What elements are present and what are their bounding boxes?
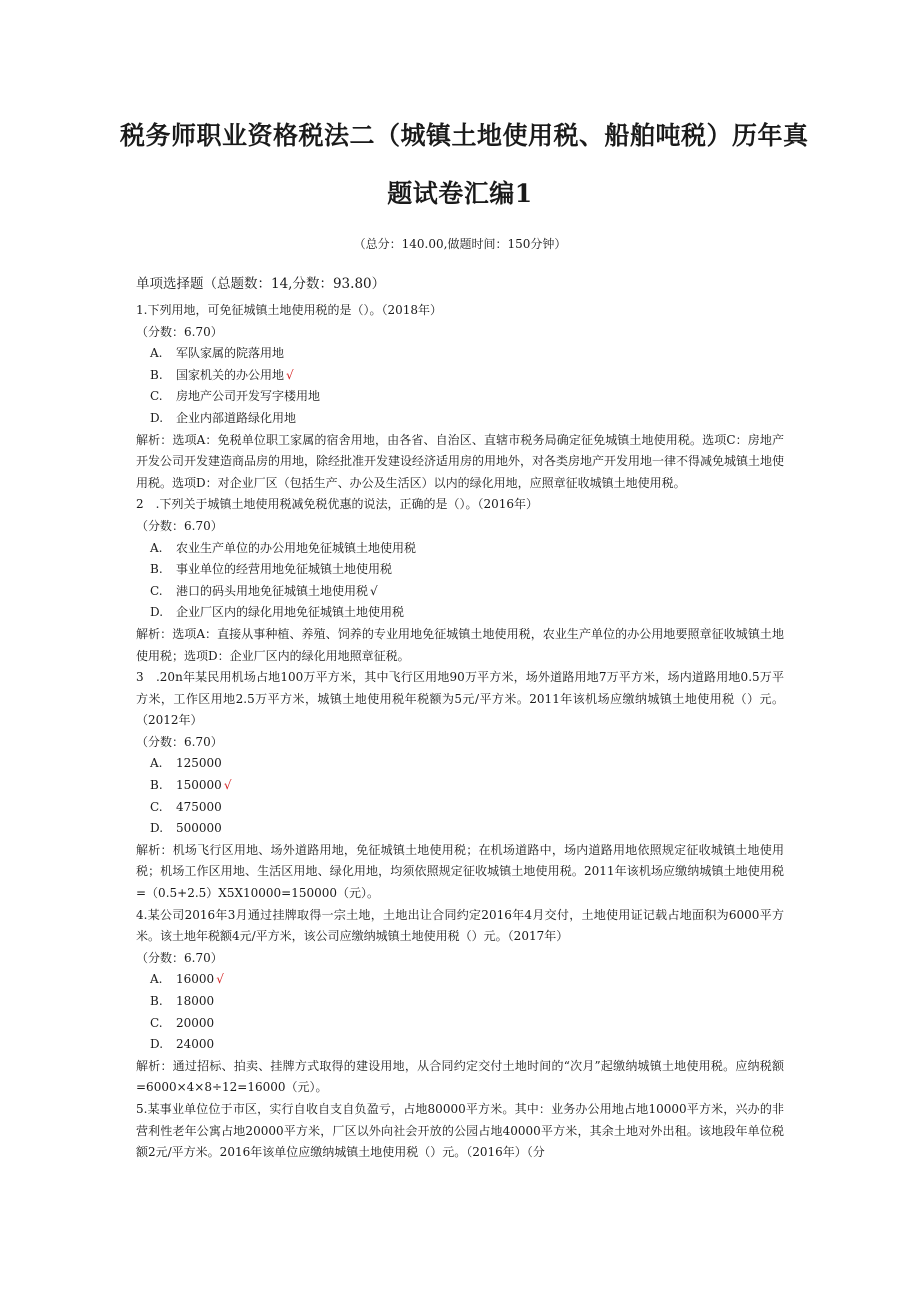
option-label: A. [150,756,163,771]
option-text: 125000 [176,756,222,771]
option-text: 国家机关的办公用地 [176,367,285,382]
correct-check-icon: √ [286,367,294,382]
section-heading: 单项选择题（总题数：14,分数：93.80） [136,276,386,292]
document-title-line1: 税务师职业资格税法二（城镇土地使用税、船舶吨税）历年真 [120,121,809,150]
question-text: 5.某事业单位位于市区，实行自收自支自负盈亏，占地80000平方米。其中：业务办公用地占地10000平方米，兴办的非营利性老年公寓占地20000平方米，厂区以外向社会开放的公园占地40000平方米，其余土地对外出租。该地段年单位税额2元/平方米。2016年该单位应缴纳城镇土地使用税（）元。（2016年）（分 [136,1101,784,1160]
option-text: 港口的码头用地免征城镇土地使用税 [176,583,369,598]
option-label: A. [150,972,163,987]
question-3 [136,667,784,905]
option-a [136,538,784,560]
option-c [136,581,784,603]
option-b [136,991,784,1013]
option-label: A. [150,540,163,555]
question-text: 3 .20n年某民用机场占地100万平方米，其中飞行区用地90万平方米，场外道路用地7万平方米，场内道路用地0.5万平方米，工作区用地2.5万平方米，城镇土地使用税年税额为5元/平方米。2011年该机场应缴纳城镇土地使用税（）元。（2012年） [136,670,784,728]
option-text: 农业生产单位的办公用地免征城镇土地使用税 [176,540,417,555]
option-text: 16000 [176,972,215,987]
option-text: 18000 [176,994,215,1008]
option-label: C. [150,799,163,814]
question-score: （分数：6.70） [136,518,223,533]
question-list [136,300,784,1164]
option-a [136,969,784,991]
correct-check-icon: √ [216,972,224,987]
option-b [136,365,784,387]
option-text: 20000 [176,1015,215,1030]
option-label: C. [150,583,163,598]
question-2 [136,494,784,667]
option-text: 房地产公司开发写字楼用地 [176,389,321,404]
question-text: 4.某公司2016年3月通过挂牌取得一宗土地，土地出让合同约定2016年4月交付，土地使用证记载占地面积为6000平方米。该土地年税额4元/平方米，该公司应缴纳城镇土地使用税（）元。（2017年） [136,907,784,944]
document-title-line2: 题试卷汇编1 [387,179,533,208]
option-label: A. [150,346,163,361]
correct-check-icon: √ [370,583,378,598]
correct-check-icon: √ [223,778,232,793]
option-d [136,602,784,624]
question-1 [136,300,784,494]
option-text: 军队家属的院落用地 [176,346,285,361]
question-score: （分数：6.70） [136,734,223,749]
option-a [136,343,784,365]
option-c [136,797,784,819]
question-5 [136,1099,784,1164]
question-analysis: 解析：机场飞行区用地、场外道路用地，免征城镇土地使用税；在机场道路中，场内道路用地依照规定征收城镇土地使用税；机场工作区用地、生活区用地、绿化用地，均须依照规定征收城镇土地使用税。2011年该机场应缴纳城镇土地使用税=（0.5+2.5）X5X10000=150000（元）。 [136,842,784,901]
question-analysis: 解析：通过招标、拍卖、挂牌方式取得的建设用地，从合同约定交付土地时间的“次月”起缴纳城镇土地使用税。应纳税额=6000×4×8÷12=16000（元）。 [136,1058,784,1095]
option-a [136,753,784,775]
option-b [136,775,784,797]
question-4 [136,905,784,1099]
question-score: （分数：6.70） [136,324,223,339]
option-label: D. [150,410,164,425]
option-text: 475000 [176,799,222,814]
option-label: C. [150,389,163,404]
option-b [136,559,784,581]
question-analysis: 解析：选项A：直接从事种植、养殖、饲养的专业用地免征城镇土地使用税，农业生产单位的办公用地要照章征收城镇土地使用税；选项D：企业厂区内的绿化用地照章征税。 [136,626,784,663]
option-text: 150000 [176,778,222,793]
option-label: C. [150,1015,163,1030]
option-c [136,386,784,408]
option-d [136,1034,784,1056]
option-c [136,1013,784,1035]
option-text: 事业单位的经营用地免征城镇土地使用税 [176,562,393,577]
option-text: 企业内部道路绿化用地 [176,410,297,425]
exam-meta: （总分：140.00,做题时间：150分钟） [353,237,567,251]
option-label: B. [150,367,163,382]
option-text: 24000 [176,1037,215,1052]
question-analysis: 解析：选项A：免税单位职工家属的宿舍用地，由各省、自治区、直辖市税务局确定征免城镇土地使用税。选项C：房地产开发公司开发建造商品房的用地，除经批准开发建设经济适用房的用地外，对各类房地产开发用地一律不得减免城镇土地使用税。选项D：对企业厂区（包括生产、办公及生活区）以内的绿化用地，应照章征收城镇土地使用税。 [136,432,785,490]
option-label: B. [150,778,163,793]
option-label: D. [150,821,164,836]
question-score: （分数：6.70） [136,950,223,965]
option-label: D. [150,605,164,620]
option-label: D. [150,1037,164,1052]
option-text: 500000 [176,821,222,836]
option-d [136,818,784,840]
option-label: B. [150,562,163,577]
question-text: 1.下列用地，可免征城镇土地使用税的是（）。（2018年） [136,303,442,317]
option-text: 企业厂区内的绿化用地免征城镇土地使用税 [176,605,405,620]
question-text: 2 .下列关于城镇土地使用税减免税优惠的说法，正确的是（）。（2016年） [136,497,538,512]
option-label: B. [150,994,163,1008]
option-d [136,408,784,430]
